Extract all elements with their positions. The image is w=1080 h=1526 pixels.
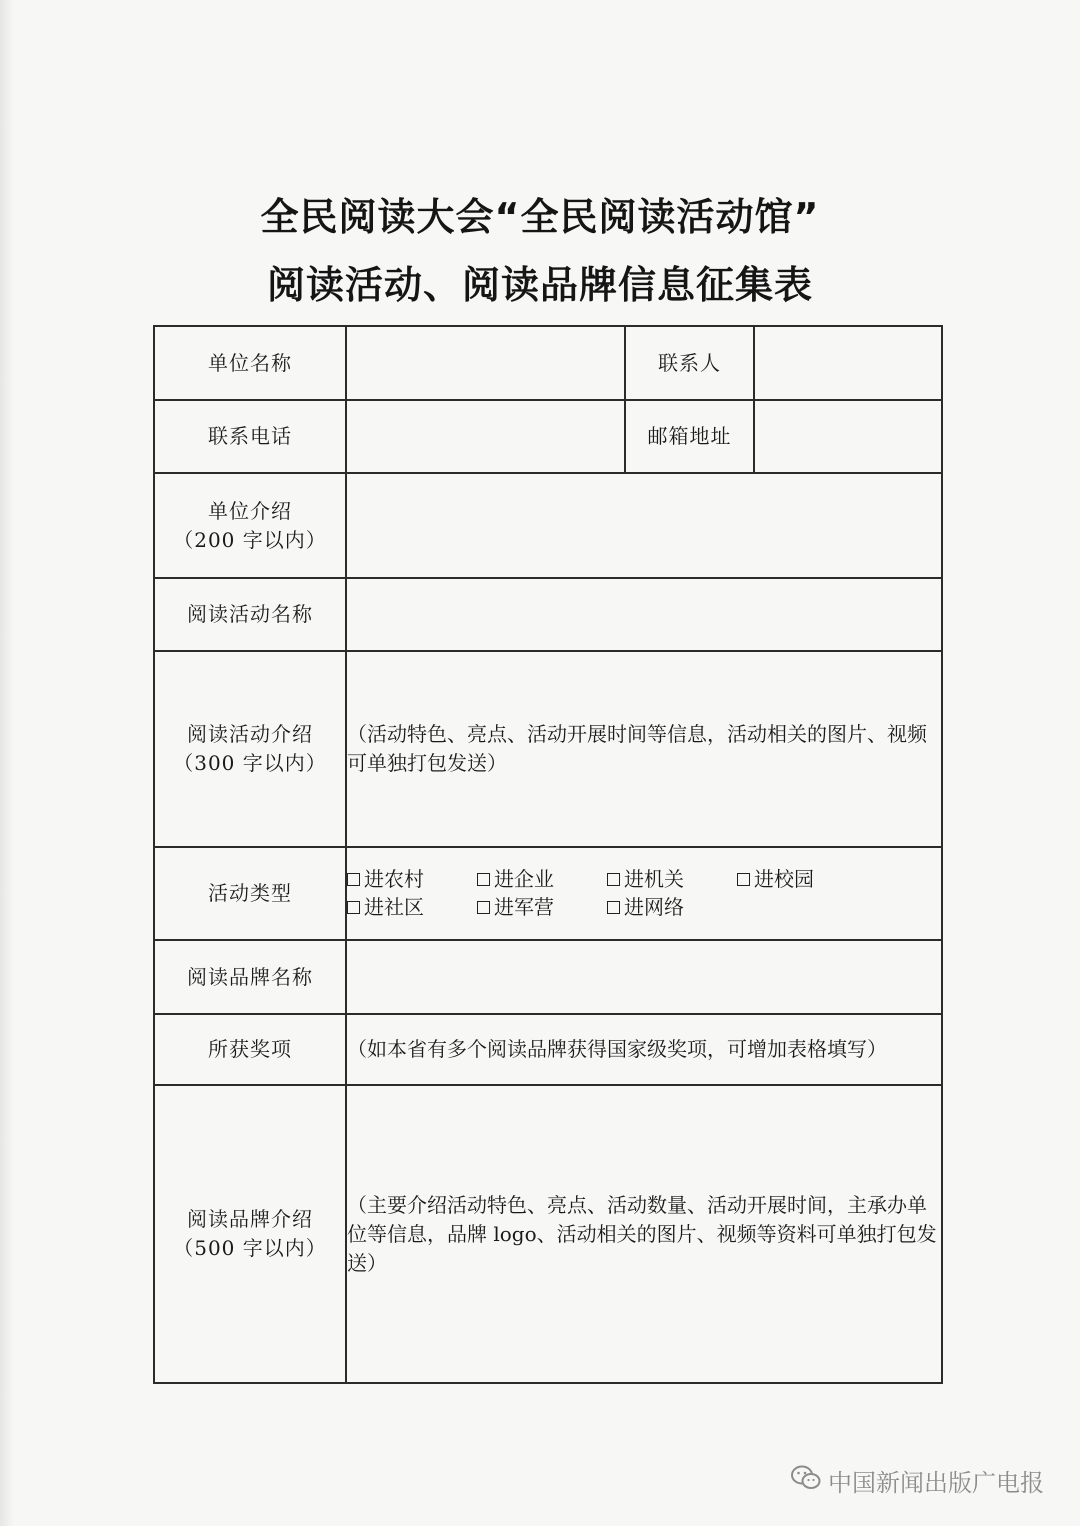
activity-intro-label: 阅读活动介绍: [187, 722, 313, 746]
activity-type-label: 活动类型: [154, 847, 346, 940]
option-label: 进校园: [754, 867, 814, 891]
contact-person-field[interactable]: [754, 326, 942, 400]
activity-type-row-2: [347, 894, 941, 922]
activity-intro-label-cell: [154, 651, 346, 847]
activity-name-field[interactable]: [346, 578, 942, 651]
checkbox-icon[interactable]: [737, 873, 750, 886]
option-label: 进网络: [624, 895, 684, 919]
option-label: 进企业: [494, 867, 554, 891]
form-row-unit-intro: [154, 473, 942, 578]
option-label: 进社区: [364, 895, 424, 919]
option-military[interactable]: [477, 893, 607, 922]
awards-field[interactable]: [346, 1014, 942, 1085]
unit-intro-field[interactable]: [346, 473, 942, 578]
source-watermark: [790, 1463, 1044, 1498]
activity-intro-limit: （300 字以内）: [173, 751, 327, 775]
unit-intro-label-cell: [154, 473, 346, 578]
activity-name-label: 阅读活动名称: [154, 578, 346, 651]
option-label: 进机关: [624, 867, 684, 891]
brand-intro-label-cell: [154, 1085, 346, 1383]
awards-note: （如本省有多个阅读品牌获得国家级奖项，可增加表格填写）: [347, 1037, 887, 1061]
activity-type-options: [346, 847, 942, 940]
form-row-activity-type: [154, 847, 942, 940]
unit-name-label: 单位名称: [154, 326, 346, 400]
activity-intro-note: （活动特色、亮点、活动开展时间等信息，活动相关的图片、视频可单独打包发送）: [347, 722, 927, 775]
checkbox-icon[interactable]: [347, 901, 360, 914]
form-row-awards: [154, 1014, 942, 1085]
email-field[interactable]: [754, 400, 942, 473]
contact-person-label: 联系人: [625, 326, 754, 400]
form-row-brand-intro: [154, 1085, 942, 1383]
option-countryside[interactable]: [347, 865, 477, 894]
form-row-activity-intro: [154, 651, 942, 847]
checkbox-icon[interactable]: [477, 901, 490, 914]
watermark-text: 中国新闻出版广电报: [828, 1469, 1044, 1497]
phone-field[interactable]: [346, 400, 625, 473]
brand-intro-limit: （500 字以内）: [173, 1236, 327, 1260]
unit-name-field[interactable]: [346, 326, 625, 400]
checkbox-icon[interactable]: [347, 873, 360, 886]
form-row-contact: [154, 400, 942, 473]
brand-intro-note: （主要介绍活动特色、亮点、活动数量、活动开展时间，主承办单位等信息，品牌 logo、活动相关的图片、视频等资料可单独打包发送）: [347, 1192, 937, 1275]
checkbox-icon[interactable]: [607, 873, 620, 886]
brand-intro-field[interactable]: [346, 1085, 942, 1383]
document-title-line-1: 全民阅读大会“全民阅读活动馆”: [260, 195, 820, 239]
unit-intro-label: 单位介绍: [208, 498, 292, 523]
form-row-activity-name: [154, 578, 942, 651]
form-row-brand-name: [154, 940, 942, 1014]
option-campus[interactable]: [737, 865, 867, 894]
option-community[interactable]: [347, 893, 477, 922]
option-enterprise[interactable]: [477, 865, 607, 894]
brand-name-label: 阅读品牌名称: [154, 940, 346, 1014]
info-collection-form: [153, 325, 943, 1384]
brand-name-field[interactable]: [346, 940, 942, 1014]
option-label: 进农村: [364, 867, 424, 891]
awards-label: 所获奖项: [154, 1014, 346, 1085]
checkbox-icon[interactable]: [477, 873, 490, 886]
activity-type-row-1: [347, 866, 941, 894]
phone-label: 联系电话: [154, 400, 346, 473]
unit-intro-limit: （200 字以内）: [173, 527, 327, 552]
form-row-unit: [154, 326, 942, 400]
email-label: 邮箱地址: [625, 400, 754, 473]
option-government[interactable]: [607, 865, 737, 894]
activity-intro-field[interactable]: [346, 651, 942, 847]
option-label: 进军营: [494, 895, 554, 919]
checkbox-icon[interactable]: [607, 901, 620, 914]
document-title-line-2: 阅读活动、阅读品牌信息征集表: [266, 263, 813, 307]
brand-intro-label: 阅读品牌介绍: [187, 1207, 313, 1231]
wechat-icon: [790, 1464, 822, 1498]
option-online[interactable]: [607, 893, 737, 922]
